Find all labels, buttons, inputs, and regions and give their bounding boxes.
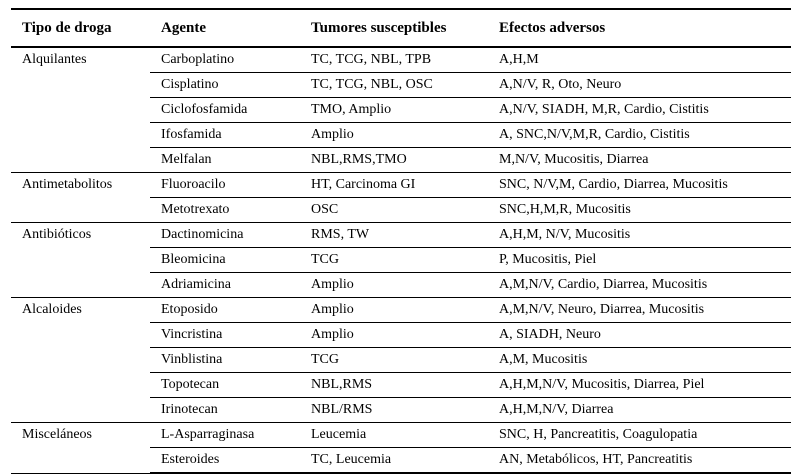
tumors-cell: TC, Leucemia	[300, 448, 488, 474]
tumors-cell: Amplio	[300, 123, 488, 148]
tumors-cell: TCG	[300, 348, 488, 373]
table-body	[11, 47, 791, 473]
agent-cell: Ifosfamida	[150, 123, 300, 148]
adverse-effects-cell: SNC, N/V,M, Cardio, Diarrea, Mucositis	[488, 173, 791, 198]
table-row	[11, 298, 791, 323]
adverse-effects-cell: A,N/V, R, Oto, Neuro	[488, 73, 791, 98]
adverse-effects-cell: A,N/V, SIADH, M,R, Cardio, Cistitis	[488, 98, 791, 123]
agent-cell: Ciclofosfamida	[150, 98, 300, 123]
adverse-effects-cell: A,H,M,N/V, Diarrea	[488, 398, 791, 423]
adverse-effects-cell: A,H,M	[488, 47, 791, 73]
adverse-effects-cell: A, SIADH, Neuro	[488, 323, 791, 348]
adverse-effects-cell: A, SNC,N/V,M,R, Cardio, Cistitis	[488, 123, 791, 148]
adverse-effects-cell: A,H,M, N/V, Mucositis	[488, 223, 791, 248]
agent-cell: Topotecan	[150, 373, 300, 398]
table-row	[11, 173, 791, 198]
agent-cell: Melfalan	[150, 148, 300, 173]
agent-cell: Fluoroacilo	[150, 173, 300, 198]
tumors-cell: Amplio	[300, 273, 488, 298]
agent-cell: Vinblistina	[150, 348, 300, 373]
drug-type-cell: Alcaloides	[11, 298, 150, 423]
tumors-cell: NBL,RMS	[300, 373, 488, 398]
header-tumors: Tumores susceptibles	[300, 9, 488, 47]
tumors-cell: TC, TCG, NBL, OSC	[300, 73, 488, 98]
adverse-effects-cell: A,M,N/V, Cardio, Diarrea, Mucositis	[488, 273, 791, 298]
tumors-cell: OSC	[300, 198, 488, 223]
tumors-cell: Amplio	[300, 298, 488, 323]
header-drug-type: Tipo de droga	[11, 9, 150, 47]
table-row	[11, 423, 791, 448]
tumors-cell: Amplio	[300, 323, 488, 348]
agent-cell: Esteroides	[150, 448, 300, 474]
tumors-cell: TMO, Amplio	[300, 98, 488, 123]
tumors-cell: TCG	[300, 248, 488, 273]
table-row	[11, 47, 791, 73]
adverse-effects-cell: A,M, Mucositis	[488, 348, 791, 373]
adverse-effects-cell: AN, Metabólicos, HT, Pancreatitis	[488, 448, 791, 474]
agent-cell: Metotrexato	[150, 198, 300, 223]
drug-type-cell: Antibióticos	[11, 223, 150, 298]
adverse-effects-cell: SNC,H,M,R, Mucositis	[488, 198, 791, 223]
header-row	[11, 9, 791, 47]
agent-cell: Etoposido	[150, 298, 300, 323]
tumors-cell: HT, Carcinoma GI	[300, 173, 488, 198]
tumors-cell: RMS, TW	[300, 223, 488, 248]
agent-cell: Dactinomicina	[150, 223, 300, 248]
agent-cell: Irinotecan	[150, 398, 300, 423]
table-row	[11, 223, 791, 248]
agent-cell: Bleomicina	[150, 248, 300, 273]
table-header	[11, 9, 791, 47]
adverse-effects-cell: M,N/V, Mucositis, Diarrea	[488, 148, 791, 173]
agent-cell: Vincristina	[150, 323, 300, 348]
agent-cell: Carboplatino	[150, 47, 300, 73]
header-agent: Agente	[150, 9, 300, 47]
adverse-effects-cell: P, Mucositis, Piel	[488, 248, 791, 273]
header-adverse-effects: Efectos adversos	[488, 9, 791, 47]
tumors-cell: NBL/RMS	[300, 398, 488, 423]
drug-table-container	[11, 8, 791, 474]
drug-table	[11, 8, 791, 474]
drug-type-cell: Misceláneos	[11, 423, 150, 474]
agent-cell: Adriamicina	[150, 273, 300, 298]
tumors-cell: NBL,RMS,TMO	[300, 148, 488, 173]
adverse-effects-cell: A,H,M,N/V, Mucositis, Diarrea, Piel	[488, 373, 791, 398]
drug-type-cell: Alquilantes	[11, 47, 150, 173]
agent-cell: Cisplatino	[150, 73, 300, 98]
drug-type-cell: Antimetabolitos	[11, 173, 150, 223]
adverse-effects-cell: SNC, H, Pancreatitis, Coagulopatia	[488, 423, 791, 448]
tumors-cell: TC, TCG, NBL, TPB	[300, 47, 488, 73]
adverse-effects-cell: A,M,N/V, Neuro, Diarrea, Mucositis	[488, 298, 791, 323]
agent-cell: L-Asparraginasa	[150, 423, 300, 448]
tumors-cell: Leucemia	[300, 423, 488, 448]
